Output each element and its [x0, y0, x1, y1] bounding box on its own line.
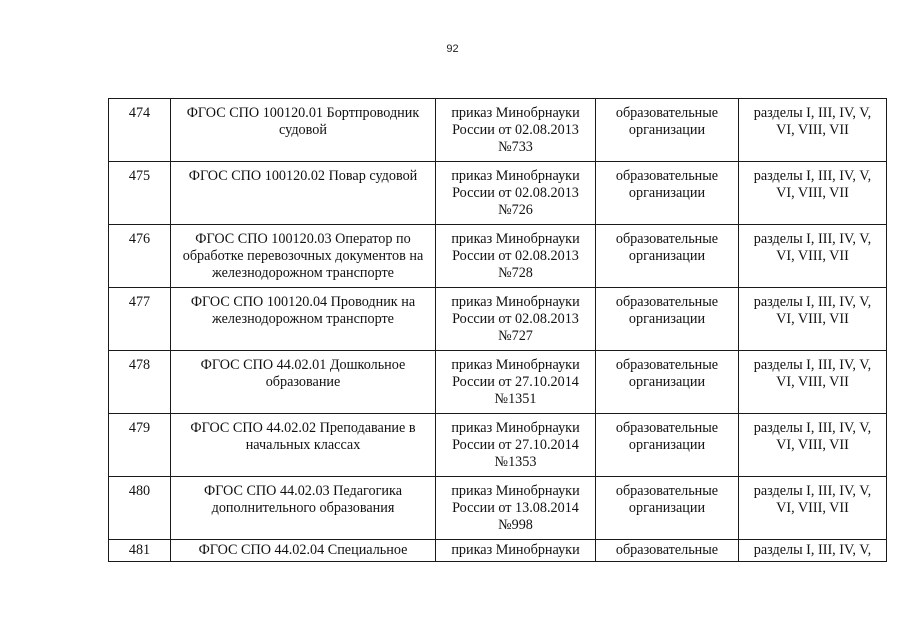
organizations-cell — [596, 225, 739, 288]
organizations-cell — [596, 414, 739, 477]
order-reference-line: №728 — [498, 265, 533, 281]
organizations-line: образовательные — [615, 420, 719, 436]
sections-cell — [739, 225, 887, 288]
sections-line: VI, VIII, VII — [776, 437, 849, 453]
order-reference-line: приказ Минобрнауки — [451, 294, 580, 310]
organizations-line: организации — [628, 500, 706, 516]
table-row — [109, 162, 887, 225]
order-reference-cell — [436, 99, 596, 162]
standard-name-line: железнодорожном транспорте — [212, 265, 394, 281]
organizations-cell — [596, 288, 739, 351]
standard-name-line: ФГОС СПО 44.02.03 Педагогика — [203, 483, 402, 499]
standard-name-cell — [171, 99, 436, 162]
sections-line: VI, VIII, VII — [776, 311, 849, 327]
order-reference-line: №998 — [498, 517, 533, 533]
organizations-line: образовательные — [615, 542, 719, 558]
organizations-cell — [596, 99, 739, 162]
standard-name-cell — [171, 477, 436, 540]
organizations-line: образовательные — [615, 357, 719, 373]
row-number-cell: 474 — [109, 99, 171, 162]
sections-line: разделы I, III, IV, V, — [753, 420, 872, 436]
order-reference-line: приказ Минобрнауки — [451, 105, 580, 121]
order-reference-line: приказ Минобрнауки — [451, 168, 580, 184]
standard-name-line: железнодорожном транспорте — [212, 311, 394, 327]
sections-line: разделы I, III, IV, V, — [753, 542, 872, 558]
sections-line: разделы I, III, IV, V, — [753, 168, 872, 184]
order-reference-line: России от 02.08.2013 — [452, 122, 579, 138]
standard-name-line: начальных классах — [245, 437, 361, 453]
table-row — [109, 540, 887, 562]
standard-name-line: ФГОС СПО 44.02.02 Преподавание в — [190, 420, 416, 436]
organizations-line: образовательные — [615, 105, 719, 121]
organizations-line: образовательные — [615, 231, 719, 247]
organizations-line: организации — [628, 185, 706, 201]
sections-cell — [739, 477, 887, 540]
sections-line: VI, VIII, VII — [776, 122, 849, 138]
order-reference-line: №727 — [498, 328, 533, 344]
sections-line: VI, VIII, VII — [776, 500, 849, 516]
sections-cell — [739, 99, 887, 162]
table-row — [109, 288, 887, 351]
standard-name-line: образование — [265, 374, 341, 390]
standard-name-line: ФГОС СПО 100120.02 Повар судовой — [188, 168, 418, 184]
sections-cell — [739, 162, 887, 225]
organizations-line: организации — [628, 248, 706, 264]
organizations-line: образовательные — [615, 168, 719, 184]
order-reference-line: России от 27.10.2014 — [452, 437, 579, 453]
standard-name-cell — [171, 540, 436, 562]
standard-name-line: судовой — [279, 122, 327, 138]
order-reference-line: №1353 — [494, 454, 537, 470]
standard-name-line: обработке перевозочных документов на — [182, 248, 424, 264]
order-reference-line: России от 02.08.2013 — [452, 311, 579, 327]
sections-cell — [739, 288, 887, 351]
standards-table — [108, 98, 887, 562]
order-reference-cell — [436, 225, 596, 288]
sections-line: разделы I, III, IV, V, — [753, 357, 872, 373]
table-row — [109, 414, 887, 477]
table-row — [109, 477, 887, 540]
standard-name-cell — [171, 414, 436, 477]
organizations-line: организации — [628, 122, 706, 138]
order-reference-line: приказ Минобрнауки — [451, 420, 580, 436]
standard-name-cell — [171, 351, 436, 414]
standard-name-cell — [171, 288, 436, 351]
sections-line: разделы I, III, IV, V, — [753, 105, 872, 121]
order-reference-cell — [436, 540, 596, 562]
order-reference-cell — [436, 288, 596, 351]
sections-cell — [739, 351, 887, 414]
order-reference-cell — [436, 414, 596, 477]
row-number-cell: 480 — [109, 477, 171, 540]
table-body — [109, 99, 887, 562]
standard-name-line: дополнительного образования — [211, 500, 395, 516]
order-reference-line: №726 — [498, 202, 533, 218]
order-reference-cell — [436, 351, 596, 414]
standard-name-cell — [171, 162, 436, 225]
order-reference-cell — [436, 477, 596, 540]
sections-line: разделы I, III, IV, V, — [753, 483, 872, 499]
standard-name-line: ФГОС СПО 100120.01 Бортпроводник — [186, 105, 420, 121]
row-number-cell: 477 — [109, 288, 171, 351]
order-reference-line: приказ Минобрнауки — [451, 483, 580, 499]
order-reference-line: России от 13.08.2014 — [452, 500, 579, 516]
order-reference-line: России от 02.08.2013 — [452, 248, 579, 264]
table-row — [109, 351, 887, 414]
order-reference-line: приказ Минобрнауки — [451, 542, 580, 558]
organizations-line: организации — [628, 437, 706, 453]
order-reference-line: приказ Минобрнауки — [451, 231, 580, 247]
sections-cell — [739, 540, 887, 562]
standard-name-cell — [171, 225, 436, 288]
order-reference-line: России от 02.08.2013 — [452, 185, 579, 201]
organizations-cell — [596, 162, 739, 225]
row-number-cell: 475 — [109, 162, 171, 225]
organizations-line: образовательные — [615, 294, 719, 310]
sections-line: VI, VIII, VII — [776, 248, 849, 264]
organizations-cell — [596, 540, 739, 562]
sections-cell — [739, 414, 887, 477]
organizations-line: образовательные — [615, 483, 719, 499]
sections-line: разделы I, III, IV, V, — [753, 231, 872, 247]
row-number-cell: 478 — [109, 351, 171, 414]
standard-name-line: ФГОС СПО 100120.04 Проводник на — [190, 294, 416, 310]
standard-name-line: ФГОС СПО 44.02.04 Специальное — [198, 542, 408, 558]
order-reference-cell — [436, 162, 596, 225]
sections-line: разделы I, III, IV, V, — [753, 294, 872, 310]
organizations-line: организации — [628, 311, 706, 327]
order-reference-line: России от 27.10.2014 — [452, 374, 579, 390]
row-number-cell: 476 — [109, 225, 171, 288]
organizations-line: организации — [628, 374, 706, 390]
order-reference-line: приказ Минобрнауки — [451, 357, 580, 373]
order-reference-line: №1351 — [494, 391, 537, 407]
sections-line: VI, VIII, VII — [776, 185, 849, 201]
organizations-cell — [596, 351, 739, 414]
table-row — [109, 225, 887, 288]
sections-line: VI, VIII, VII — [776, 374, 849, 390]
order-reference-line: №733 — [498, 139, 533, 155]
row-number-cell: 481 — [109, 540, 171, 562]
standard-name-line: ФГОС СПО 100120.03 Оператор по — [195, 231, 411, 247]
row-number-cell: 479 — [109, 414, 171, 477]
page-number: 92 — [446, 43, 459, 55]
organizations-cell — [596, 477, 739, 540]
table-row — [109, 99, 887, 162]
standard-name-line: ФГОС СПО 44.02.01 Дошкольное — [200, 357, 406, 373]
